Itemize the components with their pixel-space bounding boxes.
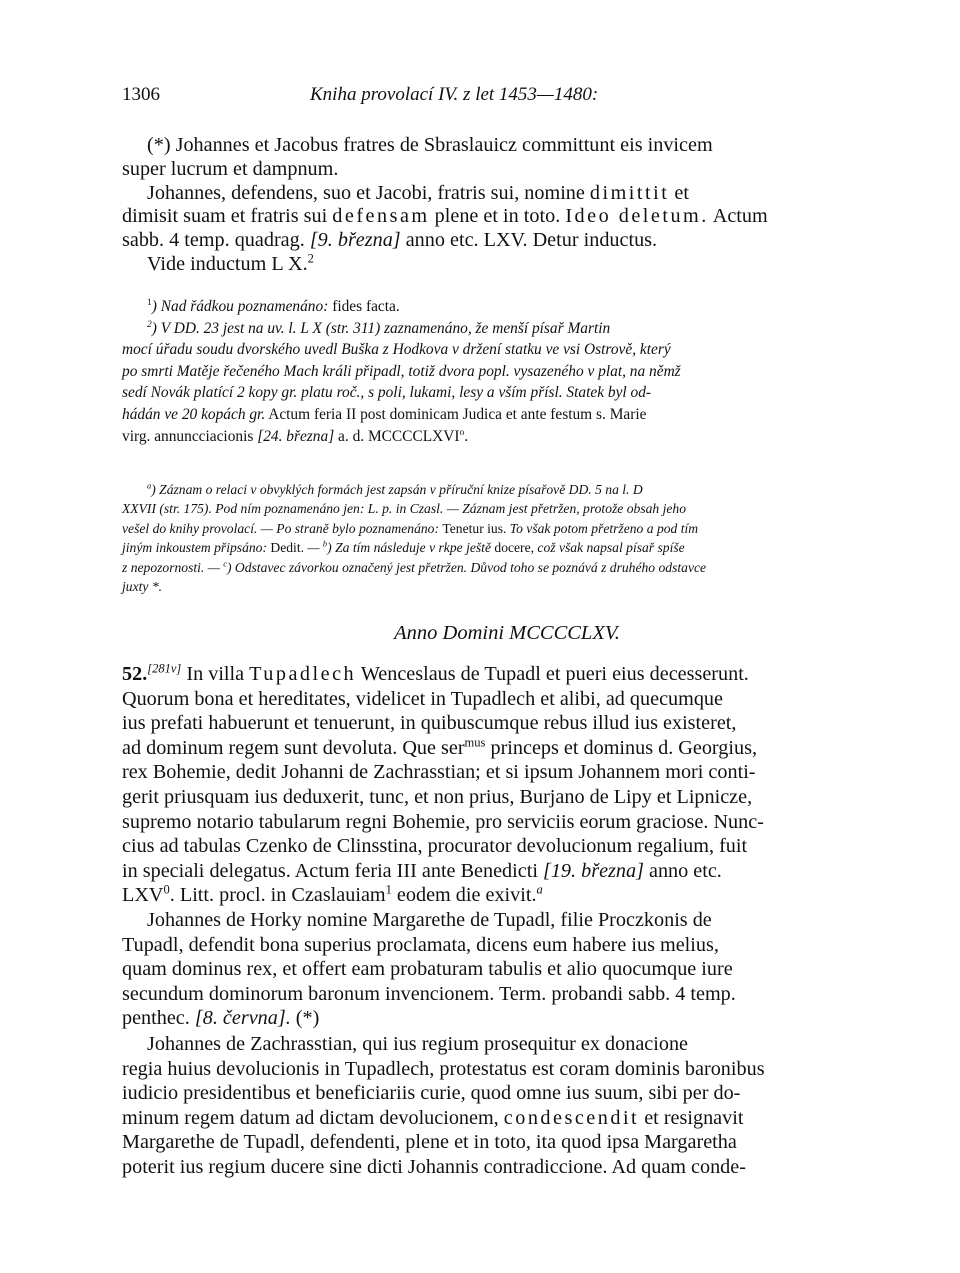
text-line: iudicio presidentibus et beneficiariis curie, quod omne ius suum, sibi per do- xyxy=(122,1082,741,1105)
text-line: ius prefati habuerunt et tenuerunt, in quibuscumque rebus illud ius existeret, xyxy=(122,712,737,735)
footnote-1: $^1$) Nad řádkou poznamenáno: fides facta. xyxy=(147,296,400,315)
text-line: Johannes, defendens, suo et Jacobi, fratris sui, nomine dimittit et xyxy=(147,181,689,204)
text-line: LXV$^0$. Litt. procl. in Czaslauiam$^1$ eodem die exivit.$^a$ xyxy=(122,882,543,907)
text-line: Johannes de Zachrasstian, qui ius regium prosequitur ex donacione xyxy=(147,1033,688,1055)
text-line: cius ad tabulas Czenko de Clinsstina, procurator devolucionum regalium, fuit xyxy=(122,835,748,858)
text-line: vešel do knihy provolací. — Po straně bylo poznamenáno: Tenetur ius. To však potom přetrženo a pod tím xyxy=(122,520,699,536)
footnote-2: $^2$) V DD. 23 jest na uv. l. L X (str. 311) zaznamenáno, že menší písař Martin xyxy=(147,318,611,337)
running-title: Kniha provolací IV. z let 1453—1480: xyxy=(310,84,599,105)
text-line: super lucrum et dampnum. xyxy=(122,157,339,180)
folio-mark: [281v] xyxy=(147,661,182,676)
section-heading: Anno Domini MCCCCLXV. xyxy=(394,622,620,644)
entry-52 xyxy=(122,662,892,908)
page-header xyxy=(122,84,892,110)
text-line: rex Bohemie, dedit Johanni de Zachrasstian; et si ipsum Johannem mori conti- xyxy=(122,761,756,784)
top-paragraph xyxy=(122,134,892,277)
text-line: regia huius devolucionis in Tupadlech, protestatus est coram dominis baronibus xyxy=(122,1057,765,1080)
entry-number: 52. xyxy=(122,663,148,685)
footnotes xyxy=(122,296,892,447)
text-line: supremo notario tabularum regni Bohemie, pro serviciis eorum graciose. Nunc- xyxy=(122,810,764,833)
text-line: juxty *. xyxy=(122,579,163,595)
text-line: secundum dominorum baronum invencionem. Term. probandi sabb. 4 temp. xyxy=(122,982,736,1005)
text-line: virg. annuncciacionis [24. března] a. d. MCCCCLXVI$^o$. xyxy=(122,426,469,445)
text-line: sedí Novák platící 2 kopy gr. platu roč., s poli, lukami, lesy a vším přísl. Statek byl od- xyxy=(122,384,652,402)
text-line: minum regem datum ad dictam devolucionem, condescendit et resignavit xyxy=(122,1106,744,1129)
text-line: quam dominus rex, et offert eam probaturam tabulis et alio quocumque iure xyxy=(122,958,733,981)
text-line: z nepozornosti. — $^c$) Odstavec závorkou označený jest přetržen. Důvod toho se poznává z druhého odstavce xyxy=(122,558,707,575)
text-line: Johannes de Horky nomine Margarethe de Tupadl, filie Proczkonis de xyxy=(147,909,712,931)
text-line: in speciali delegatus. Actum feria III ante Benedicti [19. března] anno etc. xyxy=(122,859,722,882)
text-line: mocí úřadu soudu dvorského uvedl Buška z Hodkova v držení statku ve vsi Ostrově, který xyxy=(122,341,671,359)
critical-notes xyxy=(122,480,892,596)
text-line: gerit priusquam ius deduxerit, tunc, et non prius, Burjano de Lipy et Lipnicze, xyxy=(122,785,753,808)
note-a: $^a$) Záznam o relaci v obvyklých formách jest zapsán v příruční knize písařově DD. 5 na l. D xyxy=(147,480,643,497)
text-line: (*) Johannes et Jacobus fratres de Sbraslauicz committunt eis invicem xyxy=(147,134,713,156)
paragraph-defense xyxy=(122,908,892,1031)
text-line: sabb. 4 temp. quadrag. [9. března] anno etc. LXV. Detur inductus. xyxy=(122,229,658,252)
text-line: poterit ius regium ducere sine dicti Johannis contradiccione. Ad quam conde- xyxy=(122,1155,746,1178)
text-line: Vide inductum L X.$^2$ xyxy=(147,251,314,275)
text-line: po smrti Matěje řečeného Mach králi připadl, totiž dvora popl. vysazeného v plat, na němž xyxy=(122,362,681,380)
page-number: 1306 xyxy=(122,84,160,105)
text-line: 52.[281v] In villa Tupadlech Wenceslaus de Tupadl et pueri eius decesserunt. xyxy=(122,661,749,685)
text-line: penthec. [8. června]. (*) xyxy=(122,1007,320,1030)
text-line: Tupadl, defendit bona superius proclamata, dicens eum habere ius melius, xyxy=(122,933,719,956)
text-line: hádán ve 20 kopách gr. Actum feria II post dominicam Judica et ante festum s. Marie xyxy=(122,405,647,423)
text-line: dimisit suam et fratris sui defensam plene et in toto. Ideo deletum. Actum xyxy=(122,205,768,228)
text-line: Margarethe de Tupadl, defendenti, plene et in toto, ita quod ipsa Margaretha xyxy=(122,1131,737,1154)
text-line: ad dominum regem sunt devoluta. Que ser$^{mus}$ princeps et dominus d. Georgius, xyxy=(122,735,757,759)
paragraph-protest xyxy=(122,1032,892,1180)
text-line: Quorum bona et hereditates, videlicet in Tupadlech et alibi, ad quecumque xyxy=(122,687,723,710)
text-line: jiným inkoustem připsáno: Dedit. — $^b$) Za tím následuje v rkpe ještě docere, což však napsal písař spíše xyxy=(122,538,685,556)
text-line: XXVII (str. 175). Pod ním poznamenáno jen: L. p. in Czasl. — Záznam jest přetržen, protože obsah jeho xyxy=(122,501,687,517)
